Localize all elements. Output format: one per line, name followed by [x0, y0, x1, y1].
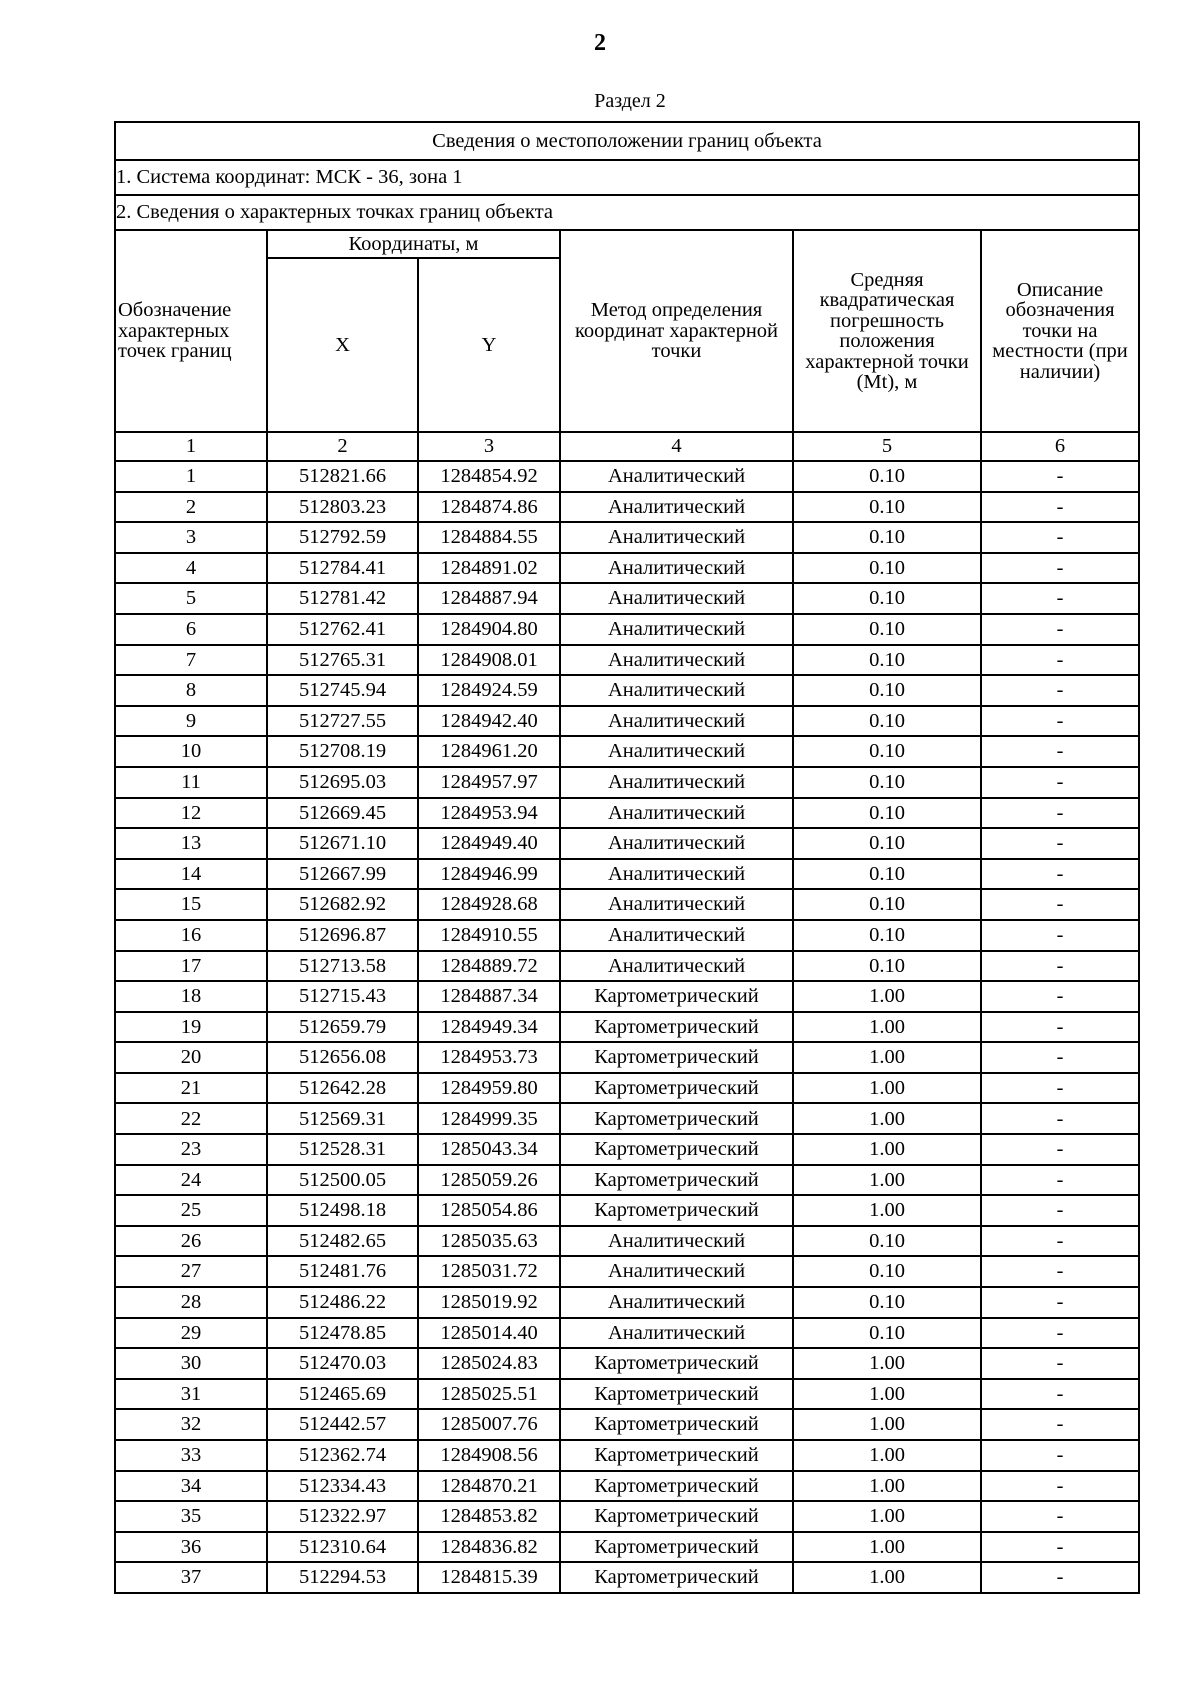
table-row [115, 1409, 1139, 1440]
table-row [115, 889, 1139, 920]
x-cell: 512713.58 [267, 951, 418, 982]
y-cell: 1285043.34 [418, 1134, 560, 1165]
header-error: Средняя квадратическая погрешность положения характерной точки (Mt), м [793, 230, 981, 432]
y-cell: 1284999.35 [418, 1103, 560, 1134]
description-cell: - [981, 1440, 1139, 1471]
method-cell: Аналитический [560, 614, 793, 645]
point-id-cell: 15 [115, 889, 267, 920]
method-cell: Аналитический [560, 828, 793, 859]
method-cell: Аналитический [560, 1256, 793, 1287]
x-cell: 512727.55 [267, 706, 418, 737]
mt-cell: 0.10 [793, 920, 981, 951]
description-cell: - [981, 1562, 1139, 1593]
y-cell: 1284904.80 [418, 614, 560, 645]
x-cell: 512486.22 [267, 1287, 418, 1318]
table-row [115, 1501, 1139, 1532]
method-cell: Аналитический [560, 889, 793, 920]
point-id-cell: 30 [115, 1348, 267, 1379]
y-cell: 1285024.83 [418, 1348, 560, 1379]
point-id-cell: 17 [115, 951, 267, 982]
points-title: 2. Сведения о характерных точках границ объекта [115, 195, 1139, 230]
method-cell: Картометрический [560, 981, 793, 1012]
x-cell: 512682.92 [267, 889, 418, 920]
y-cell: 1285031.72 [418, 1256, 560, 1287]
y-cell: 1284942.40 [418, 706, 560, 737]
mt-cell: 0.10 [793, 767, 981, 798]
table-row [115, 1287, 1139, 1318]
y-cell: 1284908.01 [418, 645, 560, 676]
y-cell: 1285019.92 [418, 1287, 560, 1318]
table-row [115, 736, 1139, 767]
table-row [115, 1134, 1139, 1165]
table-row [115, 1103, 1139, 1134]
method-cell: Картометрический [560, 1042, 793, 1073]
header-y: Y [418, 258, 560, 432]
x-cell: 512656.08 [267, 1042, 418, 1073]
y-cell: 1284957.97 [418, 767, 560, 798]
point-id-cell: 27 [115, 1256, 267, 1287]
method-cell: Картометрический [560, 1471, 793, 1502]
y-cell: 1284946.99 [418, 859, 560, 890]
point-id-cell: 11 [115, 767, 267, 798]
mt-cell: 1.00 [793, 1012, 981, 1043]
point-id-cell: 1 [115, 461, 267, 492]
column-number: 2 [267, 432, 418, 461]
method-cell: Картометрический [560, 1532, 793, 1563]
point-id-cell: 23 [115, 1134, 267, 1165]
method-cell: Картометрический [560, 1562, 793, 1593]
description-cell: - [981, 1409, 1139, 1440]
y-cell: 1285035.63 [418, 1226, 560, 1257]
mt-cell: 0.10 [793, 706, 981, 737]
point-id-cell: 6 [115, 614, 267, 645]
table-row [115, 1042, 1139, 1073]
header-coordinates: Координаты, м [267, 230, 560, 258]
table-row [115, 1532, 1139, 1563]
x-cell: 512671.10 [267, 828, 418, 859]
point-id-cell: 28 [115, 1287, 267, 1318]
y-cell: 1284910.55 [418, 920, 560, 951]
mt-cell: 0.10 [793, 522, 981, 553]
y-cell: 1285014.40 [418, 1318, 560, 1349]
mt-cell: 1.00 [793, 981, 981, 1012]
description-cell: - [981, 1103, 1139, 1134]
point-id-cell: 36 [115, 1532, 267, 1563]
x-cell: 512781.42 [267, 583, 418, 614]
method-cell: Аналитический [560, 859, 793, 890]
table-row [115, 461, 1139, 492]
table-row [115, 1471, 1139, 1502]
x-cell: 512569.31 [267, 1103, 418, 1134]
description-cell: - [981, 1134, 1139, 1165]
mt-cell: 0.10 [793, 889, 981, 920]
point-id-cell: 22 [115, 1103, 267, 1134]
x-cell: 512442.57 [267, 1409, 418, 1440]
y-cell: 1285007.76 [418, 1409, 560, 1440]
column-number: 1 [115, 432, 267, 461]
mt-cell: 0.10 [793, 553, 981, 584]
description-cell: - [981, 1379, 1139, 1410]
method-cell: Аналитический [560, 736, 793, 767]
description-cell: - [981, 736, 1139, 767]
method-cell: Аналитический [560, 675, 793, 706]
point-id-cell: 16 [115, 920, 267, 951]
point-id-cell: 12 [115, 798, 267, 829]
method-cell: Аналитический [560, 492, 793, 523]
mt-cell: 0.10 [793, 1318, 981, 1349]
header-method: Метод определения координат характерной точки [560, 230, 793, 432]
mt-cell: 0.10 [793, 951, 981, 982]
x-cell: 512482.65 [267, 1226, 418, 1257]
point-id-cell: 20 [115, 1042, 267, 1073]
table-row [115, 798, 1139, 829]
x-cell: 512667.99 [267, 859, 418, 890]
x-cell: 512745.94 [267, 675, 418, 706]
y-cell: 1284953.73 [418, 1042, 560, 1073]
y-cell: 1284953.94 [418, 798, 560, 829]
x-cell: 512659.79 [267, 1012, 418, 1043]
page-number: 2 [594, 30, 606, 56]
y-cell: 1284884.55 [418, 522, 560, 553]
point-id-cell: 14 [115, 859, 267, 890]
method-cell: Картометрический [560, 1501, 793, 1532]
header-point-id: Обозначение характерных точек границ [115, 230, 267, 432]
mt-cell: 1.00 [793, 1165, 981, 1196]
point-id-cell: 35 [115, 1501, 267, 1532]
y-cell: 1284961.20 [418, 736, 560, 767]
table-row [115, 981, 1139, 1012]
table-row [115, 828, 1139, 859]
x-cell: 512708.19 [267, 736, 418, 767]
table-row [115, 951, 1139, 982]
table-row [115, 675, 1139, 706]
column-number: 3 [418, 432, 560, 461]
x-cell: 512465.69 [267, 1379, 418, 1410]
table-row [115, 1165, 1139, 1196]
point-id-cell: 10 [115, 736, 267, 767]
mt-cell: 0.10 [793, 492, 981, 523]
mt-cell: 0.10 [793, 1256, 981, 1287]
point-id-cell: 4 [115, 553, 267, 584]
x-cell: 512762.41 [267, 614, 418, 645]
description-cell: - [981, 1318, 1139, 1349]
description-cell: - [981, 920, 1139, 951]
mt-cell: 0.10 [793, 736, 981, 767]
point-id-cell: 2 [115, 492, 267, 523]
point-id-cell: 32 [115, 1409, 267, 1440]
method-cell: Картометрический [560, 1440, 793, 1471]
mt-cell: 0.10 [793, 614, 981, 645]
y-cell: 1284887.94 [418, 583, 560, 614]
section-title: Раздел 2 [594, 90, 666, 112]
table-title: Сведения о местоположении границ объекта [115, 122, 1139, 160]
method-cell: Аналитический [560, 522, 793, 553]
method-cell: Аналитический [560, 645, 793, 676]
table-row [115, 1226, 1139, 1257]
table-row [115, 614, 1139, 645]
point-id-cell: 24 [115, 1165, 267, 1196]
method-cell: Картометрический [560, 1073, 793, 1104]
point-id-cell: 3 [115, 522, 267, 553]
column-number: 4 [560, 432, 793, 461]
x-cell: 512669.45 [267, 798, 418, 829]
table-row [115, 1012, 1139, 1043]
method-cell: Аналитический [560, 767, 793, 798]
mt-cell: 0.10 [793, 798, 981, 829]
x-cell: 512821.66 [267, 461, 418, 492]
method-cell: Картометрический [560, 1409, 793, 1440]
mt-cell: 0.10 [793, 1287, 981, 1318]
point-id-cell: 31 [115, 1379, 267, 1410]
point-id-cell: 37 [115, 1562, 267, 1593]
y-cell: 1284854.92 [418, 461, 560, 492]
description-cell: - [981, 798, 1139, 829]
point-id-cell: 26 [115, 1226, 267, 1257]
x-cell: 512792.59 [267, 522, 418, 553]
x-cell: 512784.41 [267, 553, 418, 584]
mt-cell: 1.00 [793, 1134, 981, 1165]
x-cell: 512322.97 [267, 1501, 418, 1532]
x-cell: 512528.31 [267, 1134, 418, 1165]
y-cell: 1284949.40 [418, 828, 560, 859]
table-row [115, 645, 1139, 676]
description-cell: - [981, 706, 1139, 737]
description-cell: - [981, 645, 1139, 676]
x-cell: 512500.05 [267, 1165, 418, 1196]
mt-cell: 1.00 [793, 1532, 981, 1563]
x-cell: 512478.85 [267, 1318, 418, 1349]
mt-cell: 1.00 [793, 1195, 981, 1226]
method-cell: Картометрический [560, 1165, 793, 1196]
mt-cell: 0.10 [793, 645, 981, 676]
method-cell: Картометрический [560, 1012, 793, 1043]
y-cell: 1284815.39 [418, 1562, 560, 1593]
y-cell: 1284891.02 [418, 553, 560, 584]
method-cell: Аналитический [560, 1287, 793, 1318]
point-id-cell: 18 [115, 981, 267, 1012]
table-row [115, 1195, 1139, 1226]
table-row [115, 522, 1139, 553]
mt-cell: 1.00 [793, 1073, 981, 1104]
description-cell: - [981, 1348, 1139, 1379]
mt-cell: 1.00 [793, 1440, 981, 1471]
point-id-cell: 7 [115, 645, 267, 676]
header-description: Описание обозначения точки на местности (при наличии) [981, 230, 1139, 432]
point-id-cell: 21 [115, 1073, 267, 1104]
y-cell: 1284836.82 [418, 1532, 560, 1563]
point-id-cell: 33 [115, 1440, 267, 1471]
y-cell: 1285025.51 [418, 1379, 560, 1410]
description-cell: - [981, 1256, 1139, 1287]
table-row [115, 492, 1139, 523]
table-row [115, 920, 1139, 951]
coord-system: 1. Система координат: МСК - 36, зона 1 [115, 160, 1139, 195]
method-cell: Аналитический [560, 798, 793, 829]
mt-cell: 1.00 [793, 1042, 981, 1073]
method-cell: Картометрический [560, 1195, 793, 1226]
method-cell: Картометрический [560, 1379, 793, 1410]
description-cell: - [981, 767, 1139, 798]
method-cell: Аналитический [560, 951, 793, 982]
description-cell: - [981, 461, 1139, 492]
description-cell: - [981, 1195, 1139, 1226]
description-cell: - [981, 951, 1139, 982]
method-cell: Аналитический [560, 1318, 793, 1349]
x-cell: 512765.31 [267, 645, 418, 676]
mt-cell: 1.00 [793, 1103, 981, 1134]
mt-cell: 0.10 [793, 583, 981, 614]
x-cell: 512803.23 [267, 492, 418, 523]
point-id-cell: 19 [115, 1012, 267, 1043]
description-cell: - [981, 675, 1139, 706]
mt-cell: 1.00 [793, 1471, 981, 1502]
mt-cell: 1.00 [793, 1348, 981, 1379]
table-row [115, 583, 1139, 614]
y-cell: 1285054.86 [418, 1195, 560, 1226]
method-cell: Аналитический [560, 583, 793, 614]
x-cell: 512334.43 [267, 1471, 418, 1502]
boundary-table [114, 121, 1140, 1594]
mt-cell: 0.10 [793, 828, 981, 859]
description-cell: - [981, 1042, 1139, 1073]
description-cell: - [981, 1073, 1139, 1104]
point-id-cell: 29 [115, 1318, 267, 1349]
y-cell: 1284887.34 [418, 981, 560, 1012]
table-row [115, 1440, 1139, 1471]
description-cell: - [981, 1287, 1139, 1318]
description-cell: - [981, 553, 1139, 584]
description-cell: - [981, 1012, 1139, 1043]
mt-cell: 1.00 [793, 1379, 981, 1410]
description-cell: - [981, 522, 1139, 553]
mt-cell: 1.00 [793, 1409, 981, 1440]
table-row [115, 1256, 1139, 1287]
description-cell: - [981, 981, 1139, 1012]
description-cell: - [981, 1226, 1139, 1257]
method-cell: Картометрический [560, 1348, 793, 1379]
header-x: X [267, 258, 418, 432]
table-row [115, 1348, 1139, 1379]
description-cell: - [981, 1471, 1139, 1502]
mt-cell: 0.10 [793, 675, 981, 706]
method-cell: Аналитический [560, 706, 793, 737]
table-row [115, 553, 1139, 584]
x-cell: 512642.28 [267, 1073, 418, 1104]
description-cell: - [981, 859, 1139, 890]
description-cell: - [981, 1532, 1139, 1563]
method-cell: Картометрический [560, 1134, 793, 1165]
table-row [115, 1379, 1139, 1410]
x-cell: 512362.74 [267, 1440, 418, 1471]
table-row [115, 1073, 1139, 1104]
y-cell: 1284889.72 [418, 951, 560, 982]
table-row [115, 1318, 1139, 1349]
description-cell: - [981, 492, 1139, 523]
x-cell: 512481.76 [267, 1256, 418, 1287]
method-cell: Аналитический [560, 553, 793, 584]
x-cell: 512470.03 [267, 1348, 418, 1379]
point-id-cell: 9 [115, 706, 267, 737]
column-number: 6 [981, 432, 1139, 461]
y-cell: 1284870.21 [418, 1471, 560, 1502]
description-cell: - [981, 1165, 1139, 1196]
method-cell: Картометрический [560, 1103, 793, 1134]
table-row [115, 706, 1139, 737]
table-row [115, 767, 1139, 798]
mt-cell: 0.10 [793, 859, 981, 890]
y-cell: 1284928.68 [418, 889, 560, 920]
x-cell: 512294.53 [267, 1562, 418, 1593]
method-cell: Аналитический [560, 920, 793, 951]
y-cell: 1284949.34 [418, 1012, 560, 1043]
y-cell: 1284908.56 [418, 1440, 560, 1471]
method-cell: Аналитический [560, 461, 793, 492]
x-cell: 512310.64 [267, 1532, 418, 1563]
y-cell: 1284959.80 [418, 1073, 560, 1104]
table-row [115, 859, 1139, 890]
point-id-cell: 34 [115, 1471, 267, 1502]
table-body [115, 461, 1139, 1593]
description-cell: - [981, 583, 1139, 614]
mt-cell: 0.10 [793, 1226, 981, 1257]
x-cell: 512696.87 [267, 920, 418, 951]
description-cell: - [981, 828, 1139, 859]
x-cell: 512695.03 [267, 767, 418, 798]
description-cell: - [981, 889, 1139, 920]
point-id-cell: 5 [115, 583, 267, 614]
column-number: 5 [793, 432, 981, 461]
method-cell: Аналитический [560, 1226, 793, 1257]
mt-cell: 1.00 [793, 1501, 981, 1532]
x-cell: 512715.43 [267, 981, 418, 1012]
description-cell: - [981, 1501, 1139, 1532]
mt-cell: 1.00 [793, 1562, 981, 1593]
y-cell: 1285059.26 [418, 1165, 560, 1196]
description-cell: - [981, 614, 1139, 645]
point-id-cell: 13 [115, 828, 267, 859]
point-id-cell: 25 [115, 1195, 267, 1226]
y-cell: 1284924.59 [418, 675, 560, 706]
x-cell: 512498.18 [267, 1195, 418, 1226]
y-cell: 1284853.82 [418, 1501, 560, 1532]
table-row [115, 1562, 1139, 1593]
y-cell: 1284874.86 [418, 492, 560, 523]
mt-cell: 0.10 [793, 461, 981, 492]
point-id-cell: 8 [115, 675, 267, 706]
